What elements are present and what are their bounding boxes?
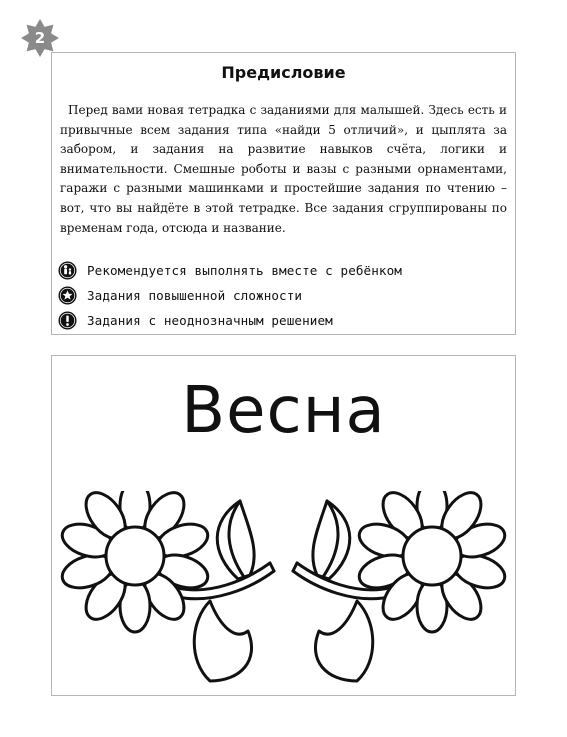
legend-label: Задания с неоднозначным решением <box>87 313 333 328</box>
legend-label: Рекомендуется выполнять вместе с ребёнком <box>87 263 402 278</box>
preface-title: Предисловие <box>221 63 346 82</box>
page-number: 2 <box>34 29 46 47</box>
right-flower <box>293 491 507 681</box>
spring-box <box>51 355 516 696</box>
legend-item-together <box>58 258 402 283</box>
star-icon <box>58 286 77 305</box>
preface-body: Перед вами новая тетрадка с заданиями для малышей. Здесь есть и привычные всем задания типа «найди 5 отличий», и цыплята за забором, и задания на развитие навыков счёта, логики и внимательности. Смешные роботы и вазы с разными орнаментами, гаражи с разными машинками и простейшие задания по чтению – вот, что вы найдёте в этой тетрадке. Все задания сгруппированы по временам года, отсюда и название. <box>60 103 507 235</box>
legend-item-ambiguous <box>58 308 402 333</box>
preface-box <box>51 52 516 335</box>
exclamation-icon <box>58 311 77 330</box>
legend <box>58 258 402 333</box>
spring-title: Весна <box>181 374 386 448</box>
legend-item-hard <box>58 283 402 308</box>
left-flower <box>60 491 274 681</box>
flowers-illustration <box>60 491 507 691</box>
parent-child-icon <box>58 261 77 280</box>
legend-label: Задания повышенной сложности <box>87 288 303 303</box>
